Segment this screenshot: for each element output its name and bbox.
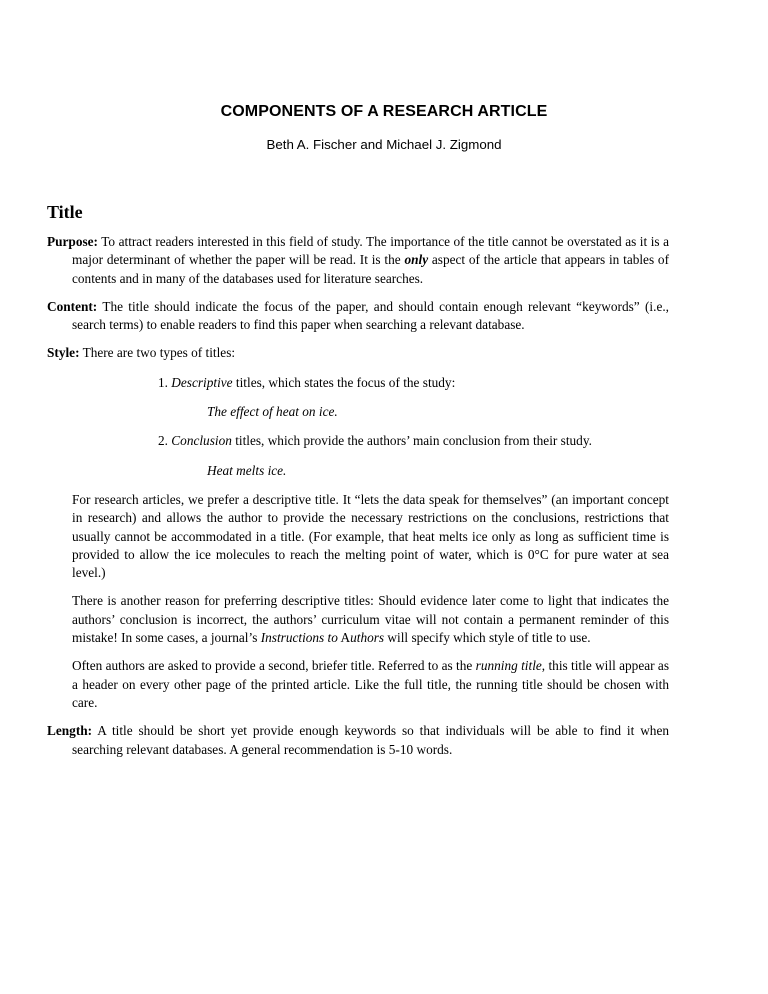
style-item-2-prefix: 2. <box>158 433 172 449</box>
style-paragraph-2-italic-2: uthors <box>350 630 385 646</box>
style-item-1 <box>47 374 669 392</box>
style-label: Style: <box>47 345 80 361</box>
style-item-2-example: Heat melts ice. <box>207 462 287 478</box>
style-paragraph-3-after: , this title will appear as a header on every other page of the printed article. Like the full title, the running title should be chosen with care. <box>72 658 669 710</box>
length-label: Length: <box>47 723 93 739</box>
content-text: The title should indicate the focus of the paper, and should contain enough relevant “keywords” (i.e., search terms) to enable readers to find this paper when searching a relevant database. <box>72 298 669 333</box>
style-paragraph-2-mid: A <box>337 630 351 646</box>
style-item-2 <box>47 432 669 450</box>
style-text: There are two types of titles: <box>79 345 236 361</box>
purpose-text-after: aspect of the article that appears in tables of contents and in many of the databases used for literature searches. <box>72 252 670 286</box>
content-label: Content: <box>47 298 98 314</box>
style-paragraph-2-after: will specify which style of title to use. <box>384 630 591 646</box>
style-paragraph-3-italic: running title <box>475 658 542 674</box>
style-item-2-text: titles, which provide the authors’ main conclusion from their study. <box>231 433 592 449</box>
length-paragraph <box>47 722 669 759</box>
purpose-paragraph <box>47 233 669 288</box>
style-item-2-term: Conclusion <box>171 433 232 449</box>
style-item-1-example: The effect of heat on ice. <box>207 404 338 420</box>
style-paragraph-3-before: Often authors are asked to provide a second, briefer title. Referred to as the <box>72 658 476 674</box>
style-paragraph-1: For research articles, we prefer a descriptive title. It “lets the data speak for themselves” (an important concept in research) and allows the author to provide the necessary restrictions on the conclusions, restrictions that usually cannot be accommodated in a title. (For example, that heat melts ice only as long as sufficient time is provided to allow the ice molecules to reach the melting point of water, which is 0°C for pure water at sea level.) <box>72 491 669 581</box>
style-paragraph <box>47 344 669 362</box>
style-paragraph-3 <box>47 657 669 712</box>
section-body <box>47 233 669 769</box>
style-item-1-prefix: 1. <box>158 374 172 390</box>
style-paragraph-2 <box>47 592 669 647</box>
style-item-1-text: titles, which states the focus of the study: <box>232 374 456 390</box>
content-paragraph <box>47 298 669 335</box>
document-authors: Beth A. Fischer and Michael J. Zigmond <box>266 137 502 152</box>
purpose-text-before: To attract readers interested in this field of study. The importance of the title cannot be overstated as it is a major determinant of whether the paper will be read. It is the <box>72 234 669 268</box>
style-item-1-term: Descriptive <box>171 374 233 390</box>
purpose-emphasis: only <box>404 252 429 268</box>
length-text: A title should be short yet provide enough keywords so that individuals will be able to find it when searching relevant databases. A general recommendation is 5-10 words. <box>72 723 669 757</box>
style-paragraph-2-before: There is another reason for preferring descriptive titles: Should evidence later come to light that indicates the authors’ conclusion is incorrect, the authors’ curriculum vitae will not contain a permanent reminder of this mistake! In some cases, a journal’s <box>72 593 669 646</box>
style-paragraph-2-italic: Instructions to <box>260 630 338 646</box>
purpose-label: Purpose: <box>47 234 98 249</box>
document-title: COMPONENTS OF A RESEARCH ARTICLE <box>220 103 548 120</box>
section-heading: Title <box>47 202 83 222</box>
